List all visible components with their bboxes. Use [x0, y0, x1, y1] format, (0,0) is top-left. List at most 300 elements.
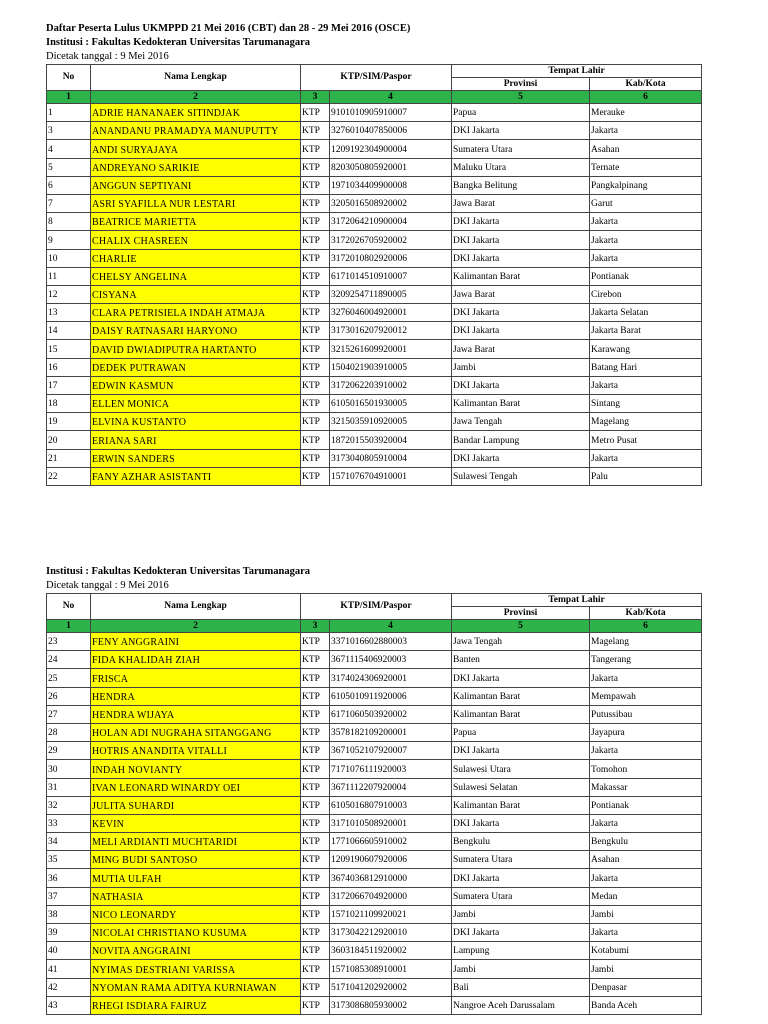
- participant-name: HENDRA: [91, 687, 301, 705]
- birth-city: Metro Pusat: [590, 431, 702, 449]
- birth-city: Pontianak: [590, 796, 702, 814]
- row-number: 28: [47, 723, 91, 741]
- birth-province: Papua: [452, 104, 590, 122]
- participant-name: IVAN LEONARD WINARDY OEI: [91, 778, 301, 796]
- row-number: 33: [47, 814, 91, 832]
- id-type: KTP: [301, 449, 330, 467]
- row-number: 15: [47, 340, 91, 358]
- table-row: [47, 158, 702, 176]
- id-type: KTP: [301, 778, 330, 796]
- id-type: KTP: [301, 924, 330, 942]
- column-number: 6: [590, 91, 702, 104]
- birth-city: Jakarta: [590, 376, 702, 394]
- birth-province: Sulawesi Utara: [452, 760, 590, 778]
- birth-province: Papua: [452, 723, 590, 741]
- row-number: 42: [47, 978, 91, 996]
- id-type: KTP: [301, 742, 330, 760]
- participant-name: ERIANA SARI: [91, 431, 301, 449]
- id-type: KTP: [301, 978, 330, 996]
- id-type: KTP: [301, 869, 330, 887]
- birth-city: Garut: [590, 194, 702, 212]
- participant-name: NYOMAN RAMA ADITYA KURNIAWAN: [91, 978, 301, 996]
- birth-province: Jawa Barat: [452, 285, 590, 303]
- table-row: [47, 194, 702, 212]
- id-number: 3209254711890005: [330, 285, 452, 303]
- id-number: 3205016508920002: [330, 194, 452, 212]
- row-number: 30: [47, 760, 91, 778]
- birth-city: Jakarta: [590, 122, 702, 140]
- table-row: [47, 376, 702, 394]
- table-row: [47, 905, 702, 923]
- row-number: 32: [47, 796, 91, 814]
- participant-name: NATHASIA: [91, 887, 301, 905]
- row-number: 5: [47, 158, 91, 176]
- id-number: 7171076111920003: [330, 760, 452, 778]
- birth-province: Jawa Barat: [452, 340, 590, 358]
- birth-city: Bengkulu: [590, 833, 702, 851]
- id-number: 3172010802920006: [330, 249, 452, 267]
- participant-name: KEVIN: [91, 814, 301, 832]
- row-number: 20: [47, 431, 91, 449]
- table-2-body: [47, 633, 702, 1015]
- birth-city: Magelang: [590, 413, 702, 431]
- column-number: 3: [301, 91, 330, 104]
- row-number: 40: [47, 942, 91, 960]
- birth-city: Palu: [590, 467, 702, 485]
- birth-province: DKI Jakarta: [452, 304, 590, 322]
- birth-city: Pontianak: [590, 267, 702, 285]
- table-row: [47, 978, 702, 996]
- birth-province: Bengkulu: [452, 833, 590, 851]
- birth-city: Cirebon: [590, 285, 702, 303]
- row-number: 7: [47, 194, 91, 212]
- header-name: Nama Lengkap: [91, 594, 301, 620]
- id-number: 8203050805920001: [330, 158, 452, 176]
- id-type: KTP: [301, 158, 330, 176]
- id-number: 3173040805910004: [330, 449, 452, 467]
- birth-province: DKI Jakarta: [452, 669, 590, 687]
- column-number: 3: [301, 620, 330, 633]
- id-type: KTP: [301, 285, 330, 303]
- birth-city: Jakarta: [590, 814, 702, 832]
- birth-province: Kalimantan Barat: [452, 705, 590, 723]
- id-type: KTP: [301, 942, 330, 960]
- row-number: 18: [47, 395, 91, 413]
- id-type: KTP: [301, 996, 330, 1014]
- row-number: 6: [47, 176, 91, 194]
- id-type: KTP: [301, 723, 330, 741]
- participant-name: ANANDANU PRAMADYA MANUPUTTY: [91, 122, 301, 140]
- birth-city: Karawang: [590, 340, 702, 358]
- participant-name: MING BUDI SANTOSO: [91, 851, 301, 869]
- header-name: Nama Lengkap: [91, 65, 301, 91]
- id-number: 1971034409900008: [330, 176, 452, 194]
- birth-city: Mempawah: [590, 687, 702, 705]
- birth-city: Tomohon: [590, 760, 702, 778]
- column-number: 5: [452, 91, 590, 104]
- id-type: KTP: [301, 122, 330, 140]
- birth-province: Sulawesi Selatan: [452, 778, 590, 796]
- column-number: 6: [590, 620, 702, 633]
- table-row: [47, 687, 702, 705]
- row-number: 4: [47, 140, 91, 158]
- id-number: 3172026705920002: [330, 231, 452, 249]
- row-number: 16: [47, 358, 91, 376]
- row-number: 35: [47, 851, 91, 869]
- participants-table-1: [46, 64, 702, 486]
- birth-city: Denpasar: [590, 978, 702, 996]
- birth-city: Jayapura: [590, 723, 702, 741]
- birth-province: DKI Jakarta: [452, 869, 590, 887]
- id-number: 1571085308910001: [330, 960, 452, 978]
- table-row: [47, 340, 702, 358]
- id-type: KTP: [301, 633, 330, 651]
- row-number: 26: [47, 687, 91, 705]
- id-type: KTP: [301, 140, 330, 158]
- table-row: [47, 723, 702, 741]
- participant-name: DAVID DWIADIPUTRA HARTANTO: [91, 340, 301, 358]
- id-number: 3172064210900004: [330, 213, 452, 231]
- institution-label: Institusi : Fakultas Kedokteran Universitas Tarumanagara: [46, 566, 310, 577]
- id-type: KTP: [301, 395, 330, 413]
- table-row: [47, 249, 702, 267]
- row-number: 29: [47, 742, 91, 760]
- row-number: 8: [47, 213, 91, 231]
- id-number: 6105016807910003: [330, 796, 452, 814]
- birth-province: Bangka Belitung: [452, 176, 590, 194]
- birth-province: Kalimantan Barat: [452, 267, 590, 285]
- id-type: KTP: [301, 467, 330, 485]
- id-type: KTP: [301, 887, 330, 905]
- participant-name: HENDRA WIJAYA: [91, 705, 301, 723]
- id-number: 1872015503920004: [330, 431, 452, 449]
- birth-city: Asahan: [590, 851, 702, 869]
- id-type: KTP: [301, 687, 330, 705]
- id-number: 3671112207920004: [330, 778, 452, 796]
- birth-city: Merauke: [590, 104, 702, 122]
- row-number: 38: [47, 905, 91, 923]
- birth-province: Sumatera Utara: [452, 887, 590, 905]
- birth-city: Jakarta: [590, 924, 702, 942]
- id-type: KTP: [301, 669, 330, 687]
- participant-name: ERWIN SANDERS: [91, 449, 301, 467]
- table-row: [47, 413, 702, 431]
- row-number: 17: [47, 376, 91, 394]
- participant-name: FENY ANGGRAINI: [91, 633, 301, 651]
- row-number: 14: [47, 322, 91, 340]
- participants-table-2: [46, 593, 702, 1015]
- table-row: [47, 358, 702, 376]
- id-type: KTP: [301, 194, 330, 212]
- id-number: 3371016602880003: [330, 633, 452, 651]
- table-row: [47, 176, 702, 194]
- table-row: [47, 996, 702, 1014]
- birth-province: Nangroe Aceh Darussalam: [452, 996, 590, 1014]
- id-number: 6105016501930005: [330, 395, 452, 413]
- birth-province: DKI Jakarta: [452, 924, 590, 942]
- birth-city: Jakarta Barat: [590, 322, 702, 340]
- participant-name: HOLAN ADI NUGRAHA SITANGGANG: [91, 723, 301, 741]
- row-number: 22: [47, 467, 91, 485]
- participant-name: CHELSY ANGELINA: [91, 267, 301, 285]
- birth-province: Maluku Utara: [452, 158, 590, 176]
- birth-province: Kalimantan Barat: [452, 796, 590, 814]
- table-row: [47, 395, 702, 413]
- id-number: 3671115406920003: [330, 651, 452, 669]
- participant-name: FIDA KHALIDAH ZIAH: [91, 651, 301, 669]
- id-type: KTP: [301, 249, 330, 267]
- birth-province: DKI Jakarta: [452, 213, 590, 231]
- column-number: 5: [452, 620, 590, 633]
- birth-city: Tangerang: [590, 651, 702, 669]
- participant-name: NICO LEONARDY: [91, 905, 301, 923]
- id-number: 1209192304900004: [330, 140, 452, 158]
- birth-province: Jawa Tengah: [452, 633, 590, 651]
- participant-name: DEDEK PUTRAWAN: [91, 358, 301, 376]
- participant-name: ANDREYANO SARIKIE: [91, 158, 301, 176]
- row-number: 24: [47, 651, 91, 669]
- birth-city: Jambi: [590, 905, 702, 923]
- birth-city: Jakarta: [590, 869, 702, 887]
- id-type: KTP: [301, 413, 330, 431]
- table-row: [47, 122, 702, 140]
- birth-province: Sumatera Utara: [452, 140, 590, 158]
- birth-city: Batang Hari: [590, 358, 702, 376]
- institution-label: Institusi : Fakultas Kedokteran Universitas Tarumanagara: [46, 37, 310, 48]
- birth-province: Jambi: [452, 960, 590, 978]
- participant-name: INDAH NOVIANTY: [91, 760, 301, 778]
- participant-name: HOTRIS ANANDITA VITALLI: [91, 742, 301, 760]
- birth-province: DKI Jakarta: [452, 376, 590, 394]
- birth-province: DKI Jakarta: [452, 742, 590, 760]
- id-number: 3276046004920001: [330, 304, 452, 322]
- participant-name: DAISY RATNASARI HARYONO: [91, 322, 301, 340]
- birth-province: Jawa Tengah: [452, 413, 590, 431]
- birth-city: Makassar: [590, 778, 702, 796]
- table-row: [47, 760, 702, 778]
- table-row: [47, 633, 702, 651]
- header-province: Provinsi: [452, 78, 590, 91]
- birth-province: Kalimantan Barat: [452, 395, 590, 413]
- birth-city: Putussibau: [590, 705, 702, 723]
- birth-city: Medan: [590, 887, 702, 905]
- id-number: 3174024306920001: [330, 669, 452, 687]
- section-2: [46, 565, 701, 1015]
- id-number: 3276010407850006: [330, 122, 452, 140]
- row-number: 10: [47, 249, 91, 267]
- birth-city: Pangkalpinang: [590, 176, 702, 194]
- row-number: 21: [47, 449, 91, 467]
- participant-name: FANY AZHAR ASISTANTI: [91, 467, 301, 485]
- column-number: 4: [330, 91, 452, 104]
- id-type: KTP: [301, 833, 330, 851]
- row-number: 3: [47, 122, 91, 140]
- id-number: 6171060503920002: [330, 705, 452, 723]
- birth-province: DKI Jakarta: [452, 814, 590, 832]
- birth-city: Jakarta: [590, 213, 702, 231]
- id-number: 3172066704920000: [330, 887, 452, 905]
- table-row: [47, 285, 702, 303]
- table-row: [47, 869, 702, 887]
- id-type: KTP: [301, 340, 330, 358]
- birth-city: Asahan: [590, 140, 702, 158]
- participant-name: MUTIA ULFAH: [91, 869, 301, 887]
- row-number: 12: [47, 285, 91, 303]
- id-number: 3671052107920007: [330, 742, 452, 760]
- table-row: [47, 742, 702, 760]
- participant-name: NYIMAS DESTRIANI VARISSA: [91, 960, 301, 978]
- birth-city: Jakarta: [590, 742, 702, 760]
- participant-name: NICOLAI CHRISTIANO KUSUMA: [91, 924, 301, 942]
- id-type: KTP: [301, 431, 330, 449]
- id-number: 1571021109920021: [330, 905, 452, 923]
- table-row: [47, 669, 702, 687]
- row-number: 39: [47, 924, 91, 942]
- row-number: 19: [47, 413, 91, 431]
- table-row: [47, 651, 702, 669]
- participant-name: FRISCA: [91, 669, 301, 687]
- id-type: KTP: [301, 176, 330, 194]
- header-province: Provinsi: [452, 607, 590, 620]
- birth-city: Sintang: [590, 395, 702, 413]
- birth-city: Jakarta: [590, 449, 702, 467]
- table-row: [47, 467, 702, 485]
- participant-name: EDWIN KASMUN: [91, 376, 301, 394]
- column-number: 2: [91, 91, 301, 104]
- document-title: Daftar Peserta Lulus UKMPPD 21 Mei 2016 (CBT) dan 28 - 29 Mei 2016 (OSCE): [46, 23, 411, 34]
- participant-name: ANGGUN SEPTIYANI: [91, 176, 301, 194]
- table-row: [47, 833, 702, 851]
- id-type: KTP: [301, 814, 330, 832]
- row-number: 36: [47, 869, 91, 887]
- id-number: 1209190607920006: [330, 851, 452, 869]
- table-row: [47, 851, 702, 869]
- table-row: [47, 104, 702, 122]
- birth-province: Lampung: [452, 942, 590, 960]
- id-type: KTP: [301, 322, 330, 340]
- id-number: 3171010508920001: [330, 814, 452, 832]
- id-number: 3172062203910002: [330, 376, 452, 394]
- table-row: [47, 924, 702, 942]
- participant-name: NOVITA ANGGRAINI: [91, 942, 301, 960]
- id-number: 5171041202920002: [330, 978, 452, 996]
- column-number: 1: [47, 620, 91, 633]
- participant-name: CLARA PETRISIELA INDAH ATMAJA: [91, 304, 301, 322]
- column-number-row: [47, 91, 702, 104]
- birth-province: Jambi: [452, 905, 590, 923]
- column-number: 4: [330, 620, 452, 633]
- header-id: KTP/SIM/Paspor: [301, 65, 452, 91]
- participant-name: ANDI SURYAJAYA: [91, 140, 301, 158]
- print-date: Dicetak tanggal : 9 Mei 2016: [46, 51, 169, 62]
- column-number: 1: [47, 91, 91, 104]
- id-number: 3173086805930002: [330, 996, 452, 1014]
- row-number: 11: [47, 267, 91, 285]
- header-city: Kab/Kota: [590, 607, 702, 620]
- birth-province: DKI Jakarta: [452, 231, 590, 249]
- id-number: 3215261609920001: [330, 340, 452, 358]
- table-row: [47, 705, 702, 723]
- id-number: 6171014510910007: [330, 267, 452, 285]
- birth-province: Sumatera Utara: [452, 851, 590, 869]
- id-type: KTP: [301, 851, 330, 869]
- table-row: [47, 431, 702, 449]
- id-type: KTP: [301, 104, 330, 122]
- birth-province: DKI Jakarta: [452, 122, 590, 140]
- birth-city: Magelang: [590, 633, 702, 651]
- id-number: 3578182109200001: [330, 723, 452, 741]
- table-row: [47, 814, 702, 832]
- birth-city: Ternate: [590, 158, 702, 176]
- table-row: [47, 213, 702, 231]
- id-type: KTP: [301, 304, 330, 322]
- participant-name: RHEGI ISDIARA FAIRUZ: [91, 996, 301, 1014]
- id-number: 9101010905910007: [330, 104, 452, 122]
- id-type: KTP: [301, 905, 330, 923]
- section-1: [46, 22, 701, 486]
- id-type: KTP: [301, 267, 330, 285]
- id-number: 3173016207920012: [330, 322, 452, 340]
- table-row: [47, 960, 702, 978]
- participant-name: CHALIX CHASREEN: [91, 231, 301, 249]
- id-type: KTP: [301, 376, 330, 394]
- id-type: KTP: [301, 213, 330, 231]
- birth-province: DKI Jakarta: [452, 449, 590, 467]
- table-row: [47, 140, 702, 158]
- birth-city: Jakarta: [590, 249, 702, 267]
- participant-name: CISYANA: [91, 285, 301, 303]
- print-date: Dicetak tanggal : 9 Mei 2016: [46, 580, 169, 591]
- participant-name: ADRIE HANANAEK SITINDJAK: [91, 104, 301, 122]
- birth-city: Jakarta Selatan: [590, 304, 702, 322]
- table-row: [47, 796, 702, 814]
- row-number: 34: [47, 833, 91, 851]
- header-birthplace: Tempat Lahir: [452, 65, 702, 78]
- birth-province: Jambi: [452, 358, 590, 376]
- table-row: [47, 304, 702, 322]
- id-number: 3173042212920010: [330, 924, 452, 942]
- participant-name: ASRI SYAFILLA NUR LESTARI: [91, 194, 301, 212]
- participant-name: ELVINA KUSTANTO: [91, 413, 301, 431]
- table-row: [47, 887, 702, 905]
- table-row: [47, 267, 702, 285]
- row-number: 23: [47, 633, 91, 651]
- birth-province: Bali: [452, 978, 590, 996]
- row-number: 1: [47, 104, 91, 122]
- row-number: 27: [47, 705, 91, 723]
- birth-city: Banda Aceh: [590, 996, 702, 1014]
- id-number: 1771066605910002: [330, 833, 452, 851]
- header-id: KTP/SIM/Paspor: [301, 594, 452, 620]
- id-type: KTP: [301, 960, 330, 978]
- table-row: [47, 322, 702, 340]
- birth-city: Jakarta: [590, 231, 702, 249]
- id-type: KTP: [301, 358, 330, 376]
- id-type: KTP: [301, 796, 330, 814]
- id-number: 3674036812910000: [330, 869, 452, 887]
- table-row: [47, 942, 702, 960]
- participant-name: ELLEN MONICA: [91, 395, 301, 413]
- header-no: No: [47, 65, 91, 91]
- row-number: 31: [47, 778, 91, 796]
- header-birthplace: Tempat Lahir: [452, 594, 702, 607]
- id-number: 1571076704910001: [330, 467, 452, 485]
- id-number: 6105010911920006: [330, 687, 452, 705]
- participant-name: JULITA SUHARDI: [91, 796, 301, 814]
- table-1-body: [47, 104, 702, 486]
- header-city: Kab/Kota: [590, 78, 702, 91]
- id-type: KTP: [301, 231, 330, 249]
